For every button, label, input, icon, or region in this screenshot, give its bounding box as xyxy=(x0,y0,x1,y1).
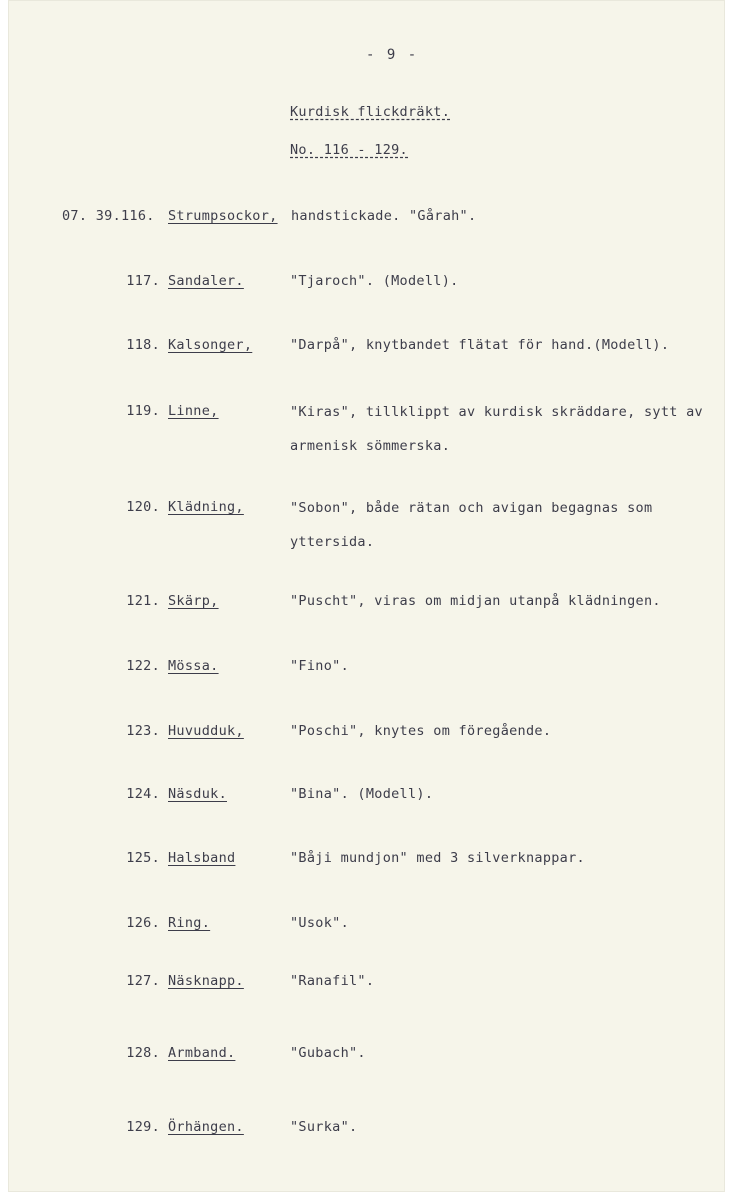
entry-item: Huvudduk, xyxy=(168,723,244,739)
entry-item: Sandaler. xyxy=(168,273,244,289)
entry-description: "Surka". xyxy=(290,1119,358,1135)
entry-item: Strumpsockor, xyxy=(168,208,278,224)
entry-description: "Poschi", knytes om föregående. xyxy=(290,723,552,739)
page-number: - 9 - xyxy=(366,47,419,63)
entry-number: 120. xyxy=(126,499,160,515)
entry-number: 123. xyxy=(126,723,160,739)
entry-description: handstickade. "Gårah". xyxy=(291,208,477,224)
entry-item: Klädning, xyxy=(168,499,244,515)
entry-description: "Darpå", knytbandet flätat för hand.(Modell). xyxy=(290,337,670,353)
entry-number: 07. 39.116. xyxy=(62,208,155,224)
entry-number: 126. xyxy=(126,915,160,931)
entry-description: "Gubach". xyxy=(290,1045,366,1061)
entry-number: 121. xyxy=(126,593,160,609)
entry-description: "Ranafil". xyxy=(290,973,375,989)
entry-number: 118. xyxy=(126,337,160,353)
entry-item: Linne, xyxy=(168,403,219,419)
document-title: Kurdisk flickdräkt. xyxy=(290,104,451,120)
entry-description: "Bina". (Modell). xyxy=(290,786,434,802)
entry-number: 128. xyxy=(126,1045,160,1061)
document-page xyxy=(8,0,725,1192)
entry-description: "Usok". xyxy=(290,915,349,931)
entry-item: Armband. xyxy=(168,1045,236,1061)
entry-description: "Puscht", viras om midjan utanpå klädningen. xyxy=(290,593,661,609)
entry-item: Kalsonger, xyxy=(168,337,253,353)
entry-number: 119. xyxy=(126,403,160,419)
entry-number: 129. xyxy=(126,1119,160,1135)
entry-description: "Tjaroch". (Modell). xyxy=(290,273,459,289)
entry-item: Halsband xyxy=(168,850,236,866)
entry-item: Mössa. xyxy=(168,658,219,674)
entry-item: Örhängen. xyxy=(168,1119,244,1135)
entry-number: 125. xyxy=(126,850,160,866)
entry-number: 127. xyxy=(126,973,160,989)
entry-description: "Kiras", tillklippt av kurdisk skräddare, sytt av armenisk sömmerska. xyxy=(290,404,703,454)
entry-item: Skärp, xyxy=(168,593,219,609)
entry-description: "Sobon", både rätan och avigan begagnas som yttersida. xyxy=(290,500,653,550)
catalog-range: No. 116 - 129. xyxy=(290,142,408,158)
entry-description: "Båji mundjon" med 3 silverknappar. xyxy=(290,850,585,866)
entry-description: "Fino". xyxy=(290,658,349,674)
entry-item: Näsknapp. xyxy=(168,973,244,989)
entry-number: 124. xyxy=(126,786,160,802)
entry-item: Näsduk. xyxy=(168,786,227,802)
entry-number: 117. xyxy=(126,273,160,289)
entry-item: Ring. xyxy=(168,915,211,931)
entry-number: 122. xyxy=(126,658,160,674)
